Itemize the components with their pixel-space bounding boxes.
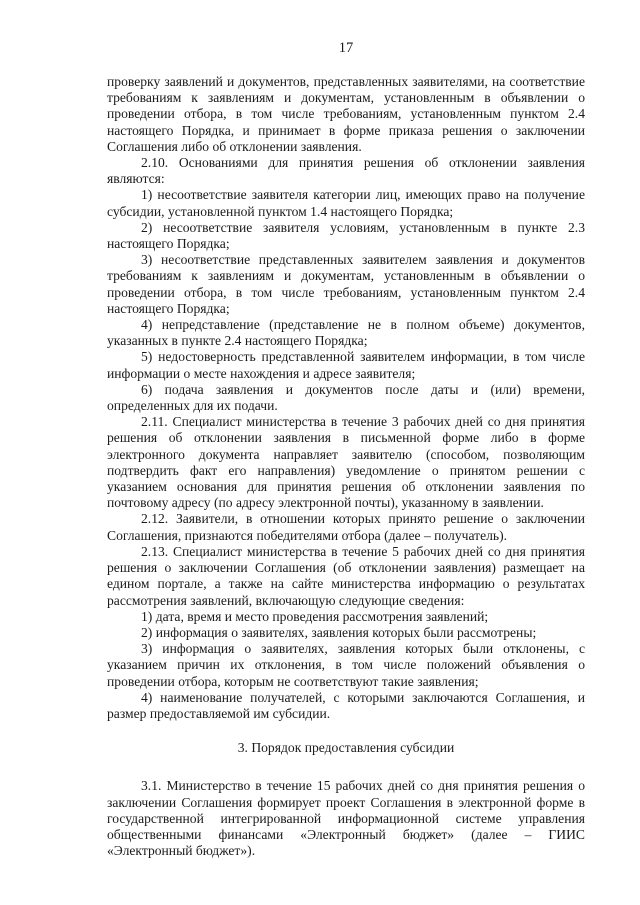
section-title: 3. Порядок предоставления субсидии bbox=[237, 740, 455, 756]
paragraph: 2.10. Основаниями для принятия решения об отклонении заявления являются: bbox=[107, 155, 585, 187]
paragraph: 3.1. Министерство в течение 15 рабочих дней со дня принятия решения о заключении Соглашения формирует проект Соглашения в электронной форме в государственной интегрированной информационной системе управления общественными финансами «Электронный бюджет» (далее – ГИИС «Электронный бюджет»). bbox=[107, 778, 585, 859]
page-number: 17 bbox=[338, 40, 354, 56]
paragraph: 2.12. Заявители, в отношении которых принято решение о заключении Соглашения, признаются победителями отбора (далее – получатель). bbox=[107, 511, 585, 543]
list-item: 2) информация о заявителях, заявления которых были рассмотрены; bbox=[141, 624, 537, 640]
list-item: 3) информация о заявителях, заявления которых были отклонены, с указанием причин их отклонения, в том числе положений объявления о проведении отбора, которым не соответствуют такие заявления; bbox=[107, 641, 585, 689]
list-item: 4) непредставление (представление не в полном объеме) документов, указанных в пункте 2.4 настоящего Порядка; bbox=[107, 317, 585, 349]
document-page bbox=[107, 0, 585, 905]
paragraph: проверку заявлений и документов, представленных заявителями, на соответствие требованиям к заявлениям и документам, установленным в объявлении о проведении отбора, в том числе требованиям, установленным пунктом 2.4 настоящего Порядка, и принимает в форме приказа решения о заключении Соглашения либо об отклонении заявления. bbox=[107, 74, 585, 154]
list-item: 2) несоответствие заявителя условиям, установленным в пункте 2.3 настоящего Порядка; bbox=[107, 219, 585, 252]
list-item: 3) несоответствие представленных заявителем заявления и документов требованиям к заявлениям и документам, установленным в объявлении о проведении отбора, в том числе требованиям, установленным пунктом 2.4 настоящего Порядка; bbox=[107, 252, 585, 316]
list-item: 1) несоответствие заявителя категории лиц, имеющих право на получение субсидии, установленной пунктом 1.4 настоящего Порядка; bbox=[107, 187, 585, 219]
list-item: 4) наименование получателей, с которыми заключаются Соглашения, и размер предоставляемой им субсидии. bbox=[107, 689, 585, 721]
paragraph: 2.13. Специалист министерства в течение 5 рабочих дней со дня принятия решения о заключении Соглашения (об отклонении заявления) размещает на едином портале, а также на сайте министерства информацию о результатах рассмотрения заявлений, включающую следующие сведения: bbox=[107, 543, 585, 608]
document-body bbox=[107, 74, 585, 859]
list-item: 1) дата, время и место проведения рассмотрения заявлений; bbox=[141, 608, 489, 624]
list-item: 5) недостоверность представленной заявителем информации, в том числе информации о месте нахождения и адресе заявителя; bbox=[107, 349, 585, 381]
paragraph: 2.11. Специалист министерства в течение 3 рабочих дней со дня принятия решения об отклонении заявления в письменной форме либо в форме электронного документа направляет заявителю (способом, позволяющим подтвердить факт его направления) уведомление о принятом решении с указанием основания для принятия решения об отклонении заявления по почтовому адресу (по адресу электронной почты), указанному в заявлении. bbox=[107, 414, 585, 511]
list-item: 6) подача заявления и документов после даты и (или) времени, определенных для их подачи. bbox=[107, 381, 585, 414]
